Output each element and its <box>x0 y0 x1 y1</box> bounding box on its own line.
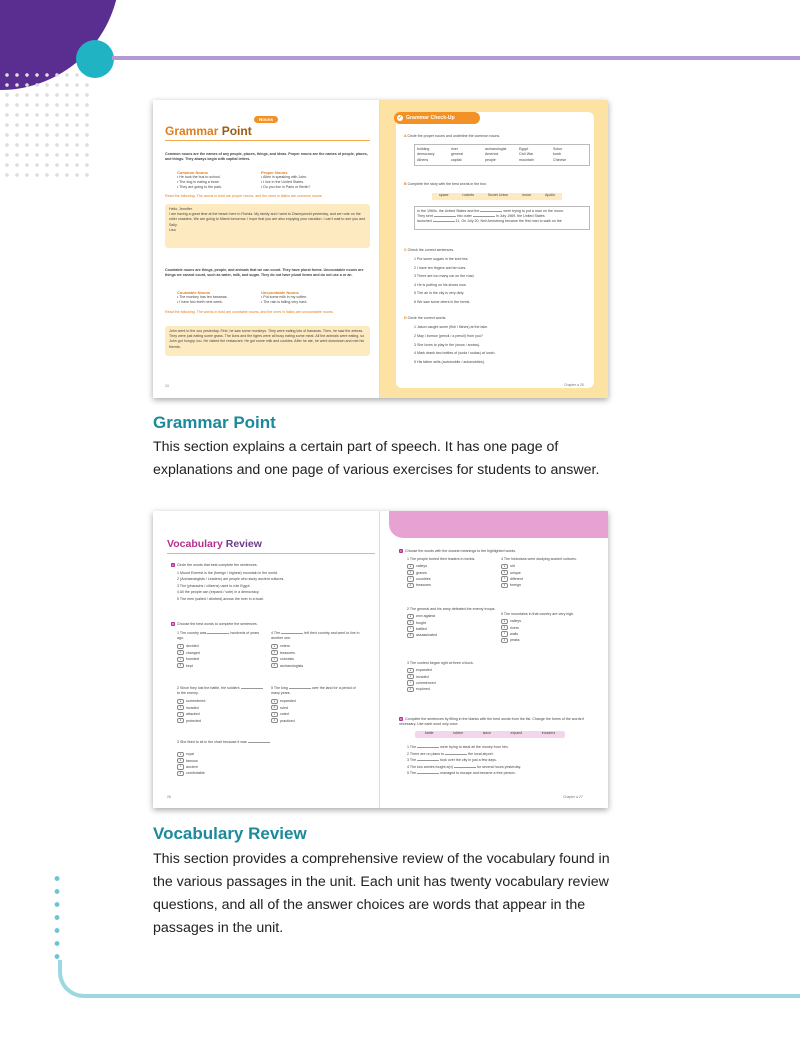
question-c3: 3 The contest began right at three o'clock. a expanded b invaded c commenced d explored <box>407 661 474 692</box>
grammar-point-description: This section explains a certain part of speech. It has one page of explanations and one page of various exercises for students to answer. <box>153 439 600 478</box>
decorative-dot-column <box>52 872 62 962</box>
grammar-point-spread-image <box>153 100 608 398</box>
decorative-teal-dot <box>76 40 114 78</box>
question-b2: 2 Since they lost the battle, the soldiers to the enemy. a surrendered b invaded c attacked d protected <box>177 686 265 724</box>
vocabulary-review-heading: Vocabulary Review <box>167 538 262 550</box>
exercise-d-list: 1 The were trying to steal all the money from him. 2 There are no plans to the local airport. 3 The took over the city in just a few days. 4 The two armies fought a(n) for several hours yesterday. 5 The managed to escape and became a free person. <box>407 745 521 776</box>
decorative-top-line <box>112 56 800 60</box>
question-b5: 5 The king over the land for a period of many years. a expanded b ruled c voted d practiced <box>271 686 356 723</box>
exercise-c-list: 1 Put some sugars in the iced tea. 2 I have ten fingers and ten toes. 3 There are too many car on the road. 4 He is putting on his shoes now. 5 The air in the city is very dirty. 6 We saw some deers in the forest. <box>414 257 475 304</box>
read-instruction-1: Read the following. The words in bold are proper nouns, and the ones in italics are common nouns. <box>165 194 323 198</box>
rule-common-proper: Common nouns are the names of any people, places, things, and ideas. Proper nouns are the names of people, places, and things. They always begin with capital letters. <box>165 152 368 162</box>
page-number-right: Chapter ● 27 <box>563 795 583 799</box>
common-nouns-column: Common Nouns • He took the bus to school. • The dog is eating a bone. • They are going to the park. <box>177 170 223 190</box>
question-b4: 4 The left their country and went to live in another one. a voters b treasures c colonists d archaeologists <box>271 631 360 668</box>
uncountable-nouns-column: Uncountable Nouns • Put some milk in my coffee. • The rain is falling very hard. <box>261 290 308 305</box>
grammar-point-left-page <box>153 100 379 398</box>
question-c2: 2 The general and his army defeated the enemy troops. a won against b fought c battled d assassinated <box>407 607 496 638</box>
letter-box: Hello, Jennifer. I am having a great time at the beach here in Florida. My family and I went to Disneyworld yesterday, and we rode on the roller coasters. We are going to Miami tomorrow. I hope that you are also enjoying your vacation. I can't wait to see you and Sally. Lisa <box>165 204 370 248</box>
exercise-b-word-box: space rockets Soviet Union moon Apollo <box>432 193 562 200</box>
exercise-b-prompt: B Complete the story with the best words in the box. <box>404 182 488 186</box>
checkup-header: ✓ Grammar Check-Up <box>394 112 480 124</box>
question-c5: 5 The mountains in that country are very high. a valleys b rivers c walls d peaks <box>501 612 575 643</box>
vocabulary-review-description: This section provides a comprehensive review of the vocabulary found in the various passages in the unit. Each unit has twenty vocabulary review questions, and all of the answer choices are words that appear in the passages in the unit. <box>153 851 610 936</box>
exercise-b-story: In the 1960s, the United States and the were trying to put a man on the moon. They sent into outer In July 1969, the United States launched 11. On July 20, Neil Armstrong became the first man to walk on the <box>414 206 590 230</box>
rule-countable: Countable nouns are things, people, and animals that we can count. They have plural forms. Uncountable nouns are things we cannot count, such as water, milk, and sugar. They do not have plural forms and do not use a or an. <box>165 268 364 278</box>
exercise-a-prompt: A Circle the words that best complete the sentences. <box>171 563 258 567</box>
vocabulary-review-spread-image <box>153 511 608 808</box>
question-c1: 1 The people buried their leaders in tombs. a valleys b graves c countries d treasures <box>407 557 476 588</box>
question-b3: 3 She liked to sit in the chair because it was a royal b famous c ancient d comfortable <box>177 740 287 777</box>
page-number-left: 26 <box>167 795 171 799</box>
proper-nouns-column: Proper Nouns • Allen is speaking with John. • I live in the United States. • Do you live in Paris or Berlin? <box>261 170 311 190</box>
page-number-right: Chapter ● 25 <box>564 383 584 387</box>
question-c4: 4 The historians were studying ancient cultures. a old b unique c different d foreign <box>501 557 577 588</box>
vocabulary-review-title: Vocabulary Review <box>153 824 307 843</box>
exercise-d-list: 1 Jason caught some (fish / fishes) at the lake. 2 May I borrow (pencil / a pencil) from you? 3 She loves to play in the (snow / snows). 4 Mark drank two bottles of (soda / sodas) at lunch. 5 His father sells (automobile / automobiles). <box>414 325 496 365</box>
exercise-a-list: 1 Mount Everest is the (foreign / highest) mountain in the world. 2 (Archaeologists / Leaders) are people who study ancient cultures. 3 The (pharaohs / citizens) used to rule Egypt. 4 All the people can (expand / vote) in a democracy. 5 The men (sailed / climbed) across the river in a boat. <box>177 571 285 601</box>
exercise-a-word-grid: building river archaeologist Egypt Solon democracy general America Civil War tomb Athens capital people mountain Chinese <box>414 144 590 166</box>
grammar-checkup-page <box>380 100 608 398</box>
story-box: John went to the zoo yesterday. First, he saw some monkeys. They were eating lots of bananas. Then, he saw the zebras. They were just eating some grass. The lions and the tigers were all busy eating some meat. All the animals were eating, so John got hungry, too. He visited the restaurant. He got some milk and cookies. After he ate, he went downtown and met his friends. <box>165 326 370 356</box>
decorative-bottom-border <box>58 960 800 998</box>
nouns-badge: Nouns <box>254 116 278 123</box>
read-instruction-2: Read the following. The words in bold are countable nouns, and the ones in italics are uncountable nouns. <box>165 310 334 314</box>
decorative-dot-grid <box>2 70 92 180</box>
divider <box>167 553 375 554</box>
check-icon: ✓ <box>397 114 403 121</box>
countable-nouns-column: Countable Nouns • The monkey has ten bananas. • I have two teeth next week. <box>177 290 228 305</box>
grammar-point-heading: Grammar Point <box>165 124 252 138</box>
spine <box>379 511 380 808</box>
question-b1: 1 The country was hundreds of years ago. a decided b changed c founded d kept <box>177 631 260 668</box>
exercise-d-prompt: D Circle the correct words. <box>404 316 447 320</box>
exercise-c-prompt: C Choose the words with the closest meanings to the highlighted words. <box>399 549 517 553</box>
grammar-point-title: Grammar Point <box>153 413 276 432</box>
decorative-pink-bar <box>389 511 608 538</box>
exercise-c-prompt: C Check the correct sentences. <box>404 248 455 252</box>
exercise-b-prompt: B Choose the best words to complete the sentences. <box>171 622 258 626</box>
exercise-d-prompt: D Complete the sentences by filling in the blanks with the best words from the list. Change the forms of the words if necessary. Use each word only once. <box>399 717 585 727</box>
page-number-left: 24 <box>165 384 169 388</box>
exercise-d-word-box: battle robber slave expand invaders <box>415 731 565 738</box>
exercise-a-prompt: A Circle the proper nouns and underline the common nouns. <box>404 134 501 138</box>
divider <box>165 140 370 141</box>
